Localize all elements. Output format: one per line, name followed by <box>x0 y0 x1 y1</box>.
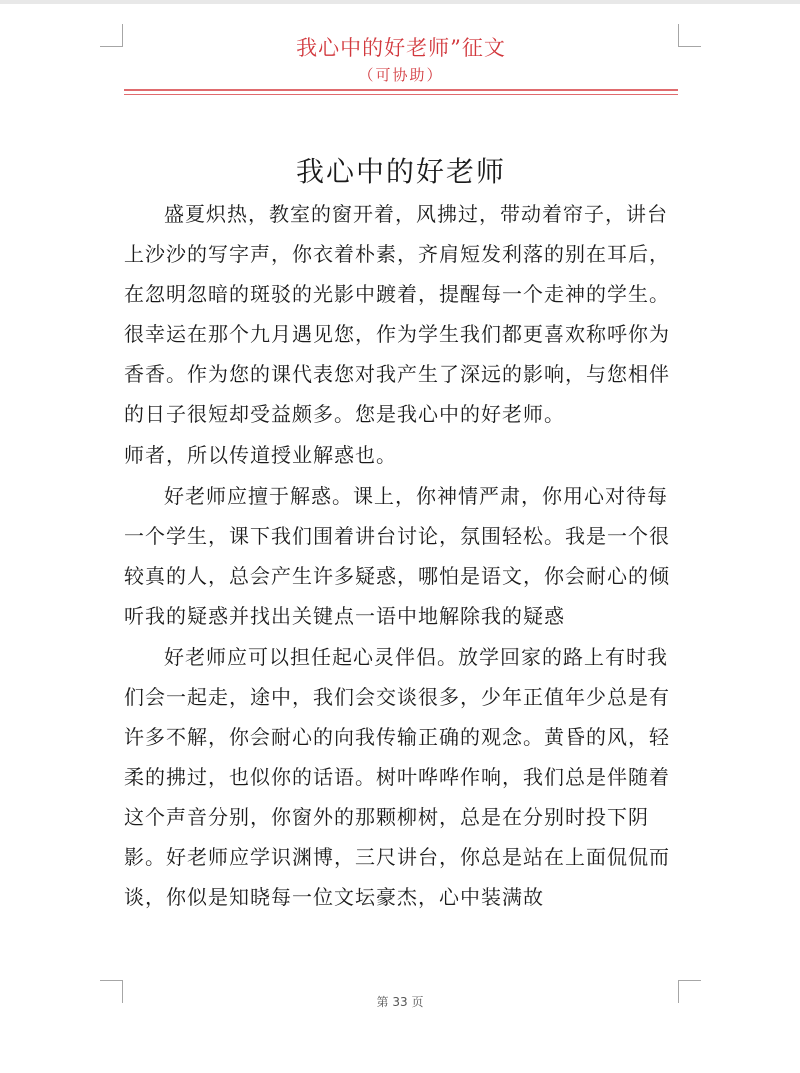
crop-mark-top-left <box>100 24 123 47</box>
paragraph: 师者，所以传道授业解惑也。 <box>124 443 397 467</box>
crop-mark-top-right <box>678 24 701 47</box>
document-body <box>124 150 678 917</box>
header-rule-thin <box>124 94 678 95</box>
header-title: 我心中的好老师”征文 <box>296 36 506 60</box>
paragraph: 好老师应擅于解惑。课上，你神情严肃，你用心对待每一个学生，课下我们围着讲台讨论，氛围轻松。我是一个很较真的人，总会产生许多疑惑，哪怕是语文，你会耐心的倾听我的疑惑并找出关键点一语中地解除我的疑惑 <box>124 484 670 628</box>
page-top-edge <box>0 0 800 4</box>
page-number: 第 33 页 <box>376 995 424 1009</box>
header-rule-thick <box>124 89 678 91</box>
document-title: 我心中的好老师 <box>295 155 506 188</box>
page-header <box>124 33 678 87</box>
header-subtitle: （可协助） <box>358 66 444 84</box>
paragraph: 盛夏炽热，教室的窗开着，风拂过，带动着帘子，讲台上沙沙的写字声，你衣着朴素，齐肩短发利落的别在耳后，在忽明忽暗的斑驳的光影中踱着，提醒每一个走神的学生。很幸运在那个九月遇见您，作为学生我们都更喜欢称呼你为香香。作为您的课代表您对我产生了深远的影响，与您相伴的日子很短却受益颇多。您是我心中的好老师。 <box>124 202 670 426</box>
paragraph: 好老师应可以担任起心灵伴侣。放学回家的路上有时我们会一起走，途中，我们会交谈很多，少年正值年少总是有许多不解，你会耐心的向我传输正确的观念。黄昏的风，轻柔的拂过，也似你的话语。树叶哗哗作响，我们总是伴随着这个声音分别，你窗外的那颗柳树，总是在分别时投下阴影。好老师应学识渊博，三尺讲台，你总是站在上面侃侃而谈，你似是知晓每一位文坛豪杰，心中装满故 <box>124 645 670 909</box>
